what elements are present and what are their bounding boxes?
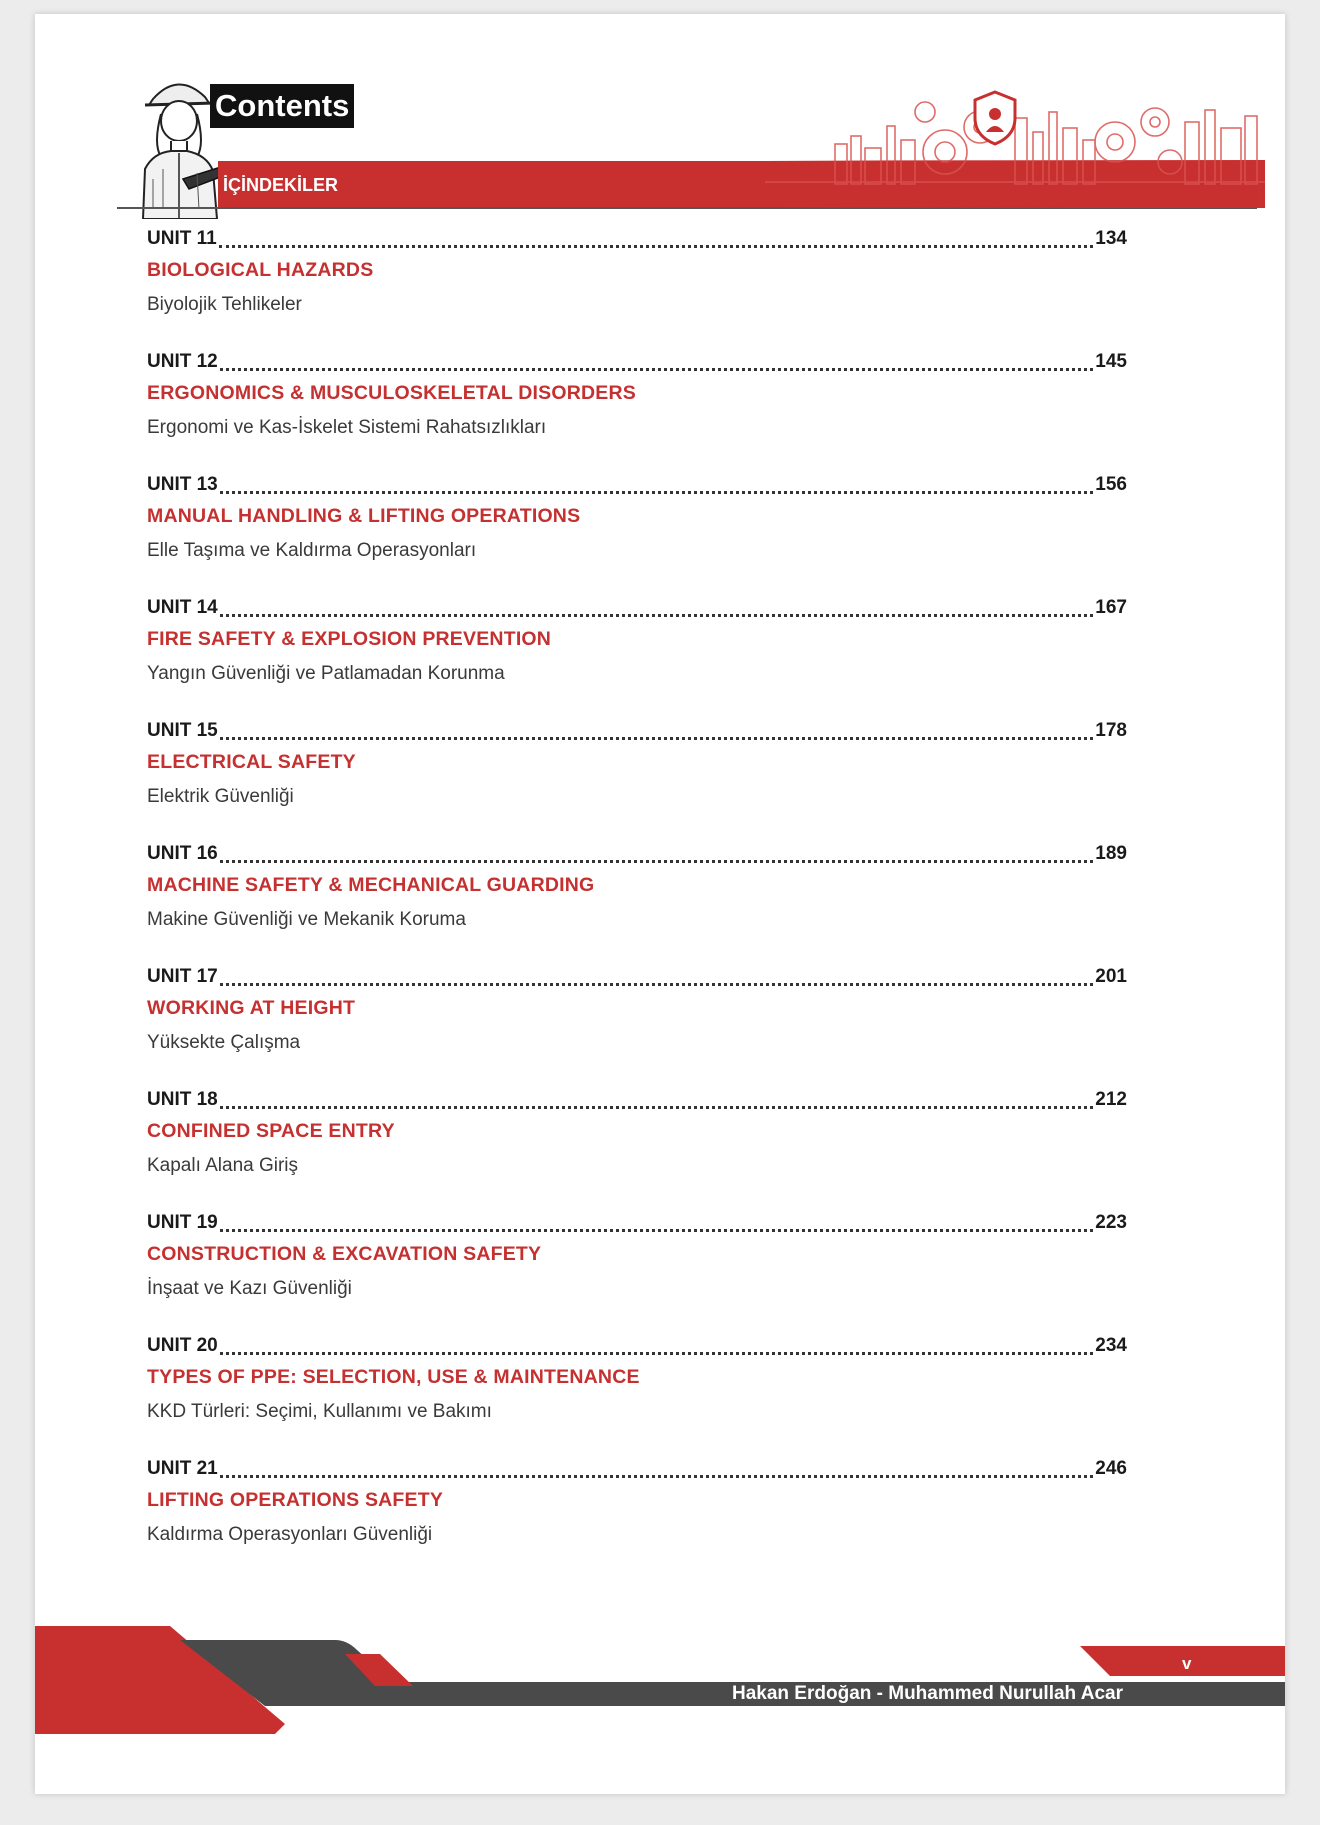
- toc-entry[interactable]: [147, 966, 1127, 1089]
- footer-decoration: [35, 1614, 1285, 1744]
- unit-title-tr: İnşaat ve Kazı Güvenliği: [147, 1278, 352, 1299]
- dot-leader: [220, 860, 1094, 863]
- unit-title-en: CONSTRUCTION & EXCAVATION SAFETY: [147, 1243, 542, 1265]
- dot-leader: [220, 737, 1094, 740]
- unit-label: UNIT 12: [147, 351, 218, 372]
- unit-label: UNIT 15: [147, 720, 218, 741]
- unit-title-en: TYPES OF PPE: SELECTION, USE & MAINTENANCE: [147, 1366, 640, 1388]
- shield-emblem-icon: [975, 92, 1015, 144]
- toc-entry[interactable]: [147, 1089, 1127, 1212]
- unit-title-tr: Yüksekte Çalışma: [147, 1032, 301, 1053]
- page-number: 212: [1095, 1089, 1127, 1110]
- unit-title-en: MANUAL HANDLING & LIFTING OPERATIONS: [147, 505, 581, 527]
- industrial-skyline-illustration: [765, 82, 1265, 208]
- page-number: 201: [1095, 966, 1127, 987]
- page-title: Contents: [210, 84, 354, 128]
- toc-entry[interactable]: [147, 843, 1127, 966]
- page-number: 156: [1095, 474, 1127, 495]
- toc-entry[interactable]: [147, 228, 1127, 351]
- unit-title-tr: Yangın Güvenliği ve Patlamadan Korunma: [147, 663, 505, 684]
- toc-entry[interactable]: [147, 1212, 1127, 1335]
- unit-label: UNIT 11: [147, 228, 217, 249]
- page-number-roman: v: [1182, 1654, 1192, 1673]
- dot-leader: [220, 1475, 1094, 1478]
- unit-title-tr: Makine Güvenliği ve Mekanik Koruma: [147, 909, 466, 930]
- page-number: 178: [1095, 720, 1127, 741]
- page-number: 234: [1095, 1335, 1127, 1356]
- unit-title-en: FIRE SAFETY & EXPLOSION PREVENTION: [147, 628, 552, 650]
- unit-label: UNIT 14: [147, 597, 218, 618]
- page-number: 189: [1095, 843, 1127, 864]
- table-of-contents: [147, 228, 1127, 1581]
- unit-label: UNIT 18: [147, 1089, 218, 1110]
- unit-title-tr: KKD Türleri: Seçimi, Kullanımı ve Bakımı: [147, 1401, 492, 1422]
- unit-label: UNIT 20: [147, 1335, 218, 1356]
- dot-leader: [219, 245, 1094, 248]
- unit-title-tr: Kapalı Alana Giriş: [147, 1155, 299, 1176]
- toc-entry[interactable]: [147, 720, 1127, 843]
- page-number: 246: [1095, 1458, 1127, 1479]
- unit-label: UNIT 19: [147, 1212, 218, 1233]
- dot-leader: [220, 491, 1094, 494]
- unit-title-en: BIOLOGICAL HAZARDS: [147, 259, 374, 281]
- dot-leader: [220, 368, 1094, 371]
- page-number: 167: [1095, 597, 1127, 618]
- dot-leader: [220, 1106, 1094, 1109]
- toc-entry[interactable]: [147, 597, 1127, 720]
- page-number: 223: [1095, 1212, 1127, 1233]
- unit-title-tr: Elektrik Güvenliği: [147, 786, 294, 807]
- unit-title-en: ELECTRICAL SAFETY: [147, 751, 356, 773]
- unit-title-tr: Ergonomi ve Kas-İskelet Sistemi Rahatsızlıkları: [147, 417, 547, 438]
- unit-title-en: LIFTING OPERATIONS SAFETY: [147, 1489, 444, 1511]
- toc-entry[interactable]: [147, 1458, 1127, 1581]
- dot-leader: [220, 614, 1094, 617]
- toc-entry[interactable]: [147, 351, 1127, 474]
- unit-title-tr: Elle Taşıma ve Kaldırma Operasyonları: [147, 540, 477, 561]
- unit-title-en: ERGONOMICS & MUSCULOSKELETAL DISORDERS: [147, 382, 636, 404]
- unit-label: UNIT 13: [147, 474, 218, 495]
- footer-authors: Hakan Erdoğan - Muhammed Nurullah Acar: [732, 1683, 1123, 1704]
- dot-leader: [220, 983, 1094, 986]
- unit-title-tr: Biyolojik Tehlikeler: [147, 294, 302, 315]
- unit-label: UNIT 16: [147, 843, 218, 864]
- document-page: [35, 14, 1285, 1794]
- unit-title-en: WORKING AT HEIGHT: [147, 997, 356, 1019]
- unit-label: UNIT 17: [147, 966, 218, 987]
- toc-entry[interactable]: [147, 474, 1127, 597]
- unit-title-tr: Kaldırma Operasyonları Güvenliği: [147, 1524, 433, 1545]
- dot-leader: [220, 1229, 1094, 1232]
- page-number: 145: [1095, 351, 1127, 372]
- page-number: 134: [1095, 228, 1127, 249]
- dot-leader: [220, 1352, 1094, 1355]
- unit-title-en: CONFINED SPACE ENTRY: [147, 1120, 395, 1142]
- unit-label: UNIT 21: [147, 1458, 218, 1479]
- toc-entry[interactable]: [147, 1335, 1127, 1458]
- unit-title-en: MACHINE SAFETY & MECHANICAL GUARDING: [147, 874, 595, 896]
- page-subtitle: İÇİNDEKİLER: [223, 175, 339, 195]
